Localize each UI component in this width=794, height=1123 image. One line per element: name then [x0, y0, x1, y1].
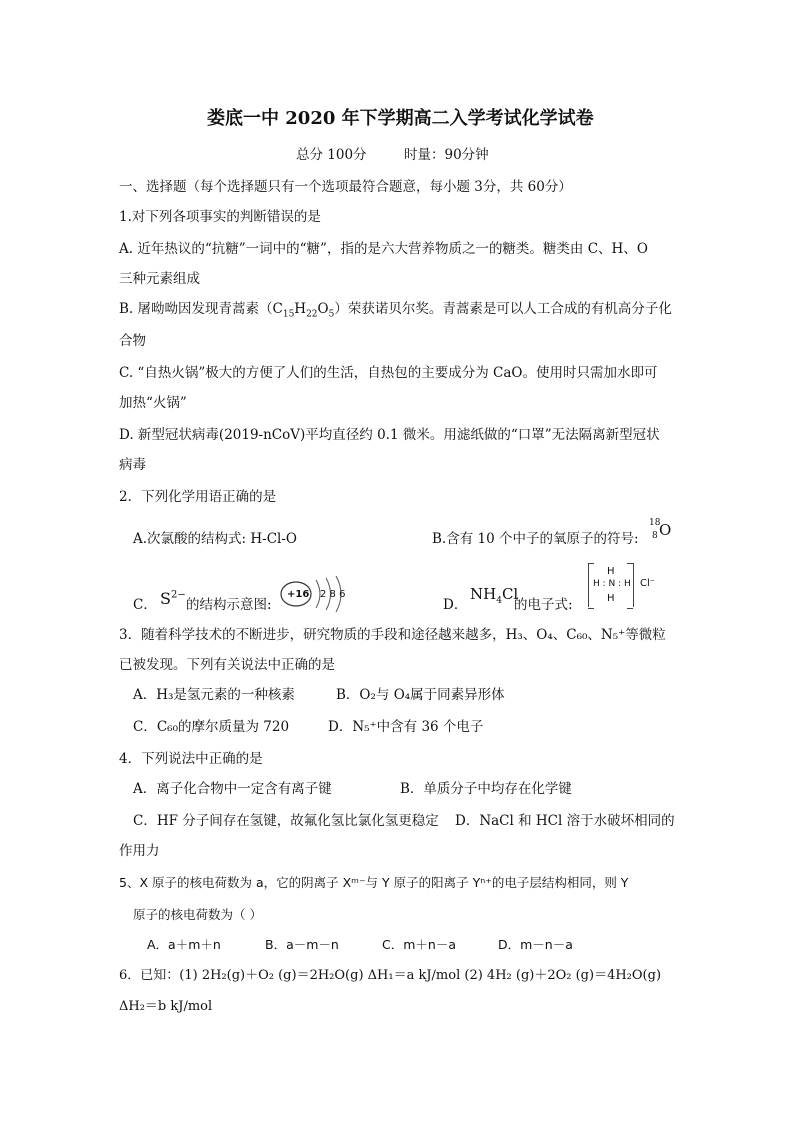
q3-stem-line1: 3．随着科学技术的不断进步，研究物质的手段和途径越来越多，H₃、O₄、C₆₀、N₅⁺等微粒 — [119, 627, 666, 643]
ammonium-h-bottom: H — [607, 593, 615, 604]
q1-option-c-cont: 加热“火锅” — [119, 395, 187, 411]
exam-title: 娄底一中 2020 年下学期高二入学考试化学试卷 — [207, 108, 594, 129]
q2-d-cl: Cl — [501, 585, 519, 603]
q5-stem-line1: 5、X 原子的核电荷数为 a，它的阴离子 Xᵐ⁻与 Y 原子的阳离子 Yⁿ⁺的电子层结构相同，则 Y — [119, 875, 629, 890]
total-score: 总分 100分 — [296, 147, 367, 163]
electron-shells: 2 8 6 — [320, 589, 346, 600]
q1-option-b-cont: 合物 — [119, 333, 146, 349]
q6-stem-line2: ΔH₂＝b kJ/mol — [119, 999, 213, 1014]
q5-option-c: C．m＋n－a — [382, 937, 456, 952]
q1-stem: 1.对下列各项事实的判断错误的是 — [119, 209, 321, 225]
q2-option-b: B.含有 10 个中子的氧原子的符号: — [432, 531, 639, 547]
q2-stem: 2．下列化学用语正确的是 — [119, 489, 277, 505]
q6-stem-line1: 6．已知：(1) 2H₂(g)＋O₂ (g)＝2H₂O(g) ΔH₁＝a kJ/mol (2) 4H₂ (g)＋2O₂ (g)＝4H₂O(g) — [119, 968, 662, 983]
q3-option-a: A．H₃是氢元素的一种核素 — [133, 687, 295, 703]
q5-option-b: B．a－m－n — [265, 937, 339, 952]
q1-b-post: ）荣获诺贝尔奖。青蒿素是可以人工合成的有机高分子化 — [334, 301, 672, 317]
ammonium-h-top: H — [607, 566, 615, 577]
q4-stem: 4．下列说法中正确的是 — [119, 751, 263, 767]
q1-b-mid2: O — [317, 301, 329, 317]
ammonium-middle: H : N : H — [593, 579, 631, 589]
q1-option-d: D. 新型冠状病毒(2019-nCoV)平均直径约 0.1 微米。用滤纸做的“口罩”无法隔离新型冠状 — [119, 427, 660, 443]
q2-d-nh: NH — [470, 585, 497, 603]
q2-option-c-label: C． — [133, 597, 157, 613]
chloride-ion: Cl⁻ — [640, 578, 656, 589]
q3-stem-line2: 已被发现。下列有关说法中正确的是 — [119, 657, 335, 673]
q2-c-ion-symbol — [160, 589, 186, 608]
q2-b-atomic-number: 8 — [652, 531, 658, 541]
q1-b-sub2: 22 — [306, 309, 318, 320]
q2-option-c-text: 的结构示意图: — [186, 597, 272, 613]
q1-option-c: C. “自热火锅”极大的方便了人们的生活，自热包的主要成分为 CaO。使用时只需加水即可 — [119, 365, 658, 381]
q2-option-a: A.次氯酸的结构式: H-Cl-O — [133, 531, 297, 547]
q1-option-a-cont: 三种元素组成 — [119, 271, 200, 287]
q1-b-sub3: 5 — [328, 309, 335, 320]
time-limit: 时量：90分钟 — [404, 147, 489, 163]
q5-option-d: D．m－n－a — [498, 937, 573, 952]
q2-option-d-text: 的电子式: — [514, 597, 573, 613]
q2-b-element-symbol: O — [659, 521, 672, 539]
q5-option-a: A．a＋m＋n — [147, 937, 221, 952]
q1-option-a: A. 近年热议的“抗糖”一词中的“糖”，指的是六大营养物质之一的糖类。糖类由 C、H、O — [119, 241, 648, 257]
q2-c-ion: S — [160, 589, 171, 608]
q2-b-mass-number: 18 — [649, 518, 661, 528]
q3-option-d: D．N₅⁺中含有 36 个电子 — [328, 719, 484, 735]
section-heading: 一、选择题（每个选择题只有一个选项最符合题意，每小题 3分，共 60分） — [119, 179, 572, 195]
q2-option-d-label: D． — [443, 597, 468, 613]
q2-d-formula — [470, 585, 519, 606]
q2-d-sub: 4 — [496, 596, 502, 606]
q1-option-d-cont: 病毒 — [119, 457, 146, 473]
q4-option-b: B．单质分子中均存在化学键 — [400, 781, 572, 797]
q4-option-a: A．离子化合物中一定含有离子键 — [133, 781, 332, 797]
nucleus-charge: +16 — [287, 589, 310, 600]
q3-option-b: B．O₂与 O₄属于同素异形体 — [336, 687, 505, 703]
q2-c-charge: 2− — [170, 589, 186, 601]
q5-stem-line2: 原子的核电荷数为（ ） — [133, 907, 262, 922]
q3-option-c: C．C₆₀的摩尔质量为 720 — [133, 719, 290, 735]
q1-option-b — [119, 300, 672, 318]
q4-option-c: C．HF 分子间存在氢键，故氟化氢比氯化氢更稳定 — [133, 813, 439, 829]
q1-b-mid: H — [294, 301, 307, 317]
q4-option-d: D．NaCl 和 HCl 溶于水破坏相同的 — [455, 813, 675, 829]
q1-b-sub1: 15 — [282, 309, 295, 320]
q1-b-pre: B. 屠呦呦因发现青蒿素（C — [119, 301, 283, 317]
q4-option-d-cont: 作用力 — [119, 843, 160, 859]
